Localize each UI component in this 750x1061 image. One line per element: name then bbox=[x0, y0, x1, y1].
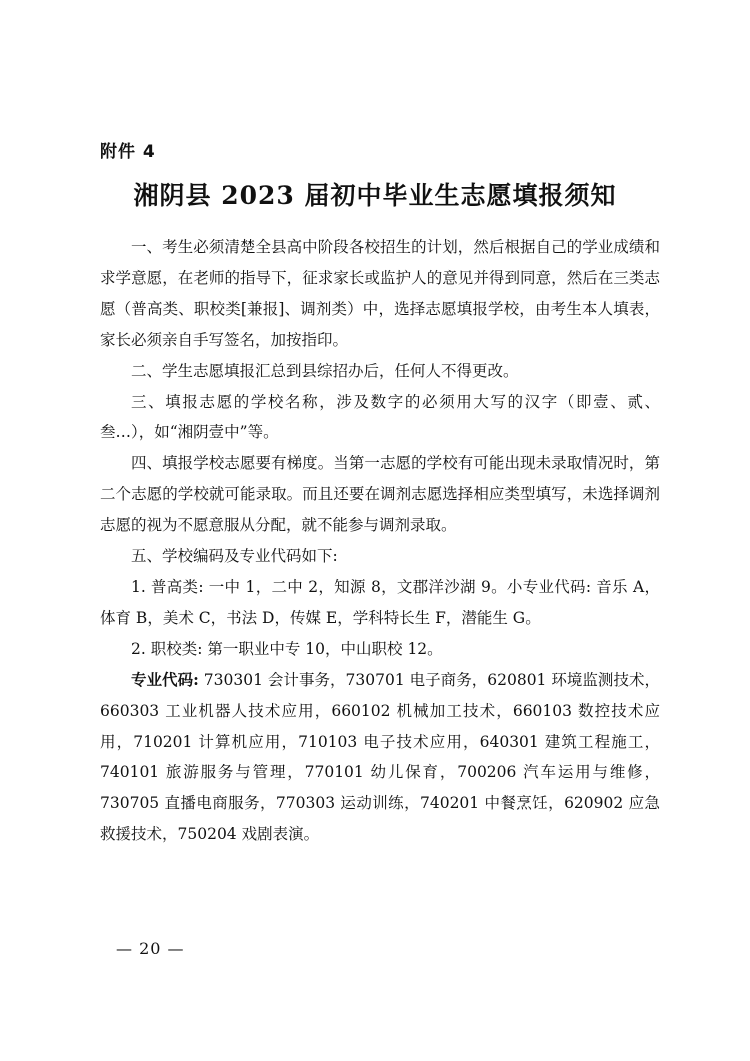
paragraph-2: 二、学生志愿填报汇总到县综招办后，任何人不得更改。 bbox=[131, 361, 519, 380]
attachment-label: 附件 4 bbox=[100, 142, 156, 162]
paragraph-3: 三、填报志愿的学校名称，涉及数字的必须用大写的汉字（即壹、贰、叁…），如“湘阴壹中”等。 bbox=[100, 392, 660, 442]
paragraph-4: 四、填报学校志愿要有梯度。当第一志愿的学校有可能出现未录取情况时，第二个志愿的学校就可能录取。而且还要在调剂志愿选择相应类型填写，未选择调剂志愿的视为不愿意服从分配，就不能参与调剂录取。 bbox=[100, 454, 660, 535]
paragraph-6: 1. 普高类: 一中 1，二中 2，知源 8，文郡洋沙湖 9。小专业代码: 音乐 A，体育 B，美术 C，书法 D，传媒 E，学科特长生 F，潜能生 G。 bbox=[100, 577, 660, 627]
paragraph-8 bbox=[100, 665, 660, 850]
document-title: 湘阴县 2023 届初中毕业生志愿填报须知 bbox=[133, 181, 617, 210]
major-code-list: 730301 会计事务，730701 电子商务，620801 环境监测技术，660303 工业机器人技术应用，660102 机械加工技术，660103 数控技术应用，710201 计算机应用，710103 电子技术应用，640301 建筑工程施工，740101 旅游服务与管理，770101 幼儿保育，700206 汽车运用与维修，730705 直播电商服务，770303 运动训练，740201 中餐烹饪，620902 应急救援技术，750204 戏剧表演。 bbox=[100, 670, 661, 844]
paragraph-5: 五、学校编码及专业代码如下: bbox=[131, 547, 338, 566]
paragraph-1: 一、考生必须清楚全县高中阶段各校招生的计划，然后根据自己的学业成绩和求学意愿，在老师的指导下，征求家长或监护人的意见并得到同意，然后在三类志愿（普高类、职校类[兼报]、调剂类）中，选择志愿填报学校，由考生本人填表，家长必须亲自手写签名，加按指印。 bbox=[100, 238, 660, 349]
document-body bbox=[100, 232, 660, 850]
major-code-label: 专业代码: bbox=[131, 669, 199, 689]
page-number: — 20 — bbox=[116, 939, 185, 958]
paragraph-7: 2. 职校类: 第一职业中专 10，中山职校 12。 bbox=[131, 639, 443, 658]
